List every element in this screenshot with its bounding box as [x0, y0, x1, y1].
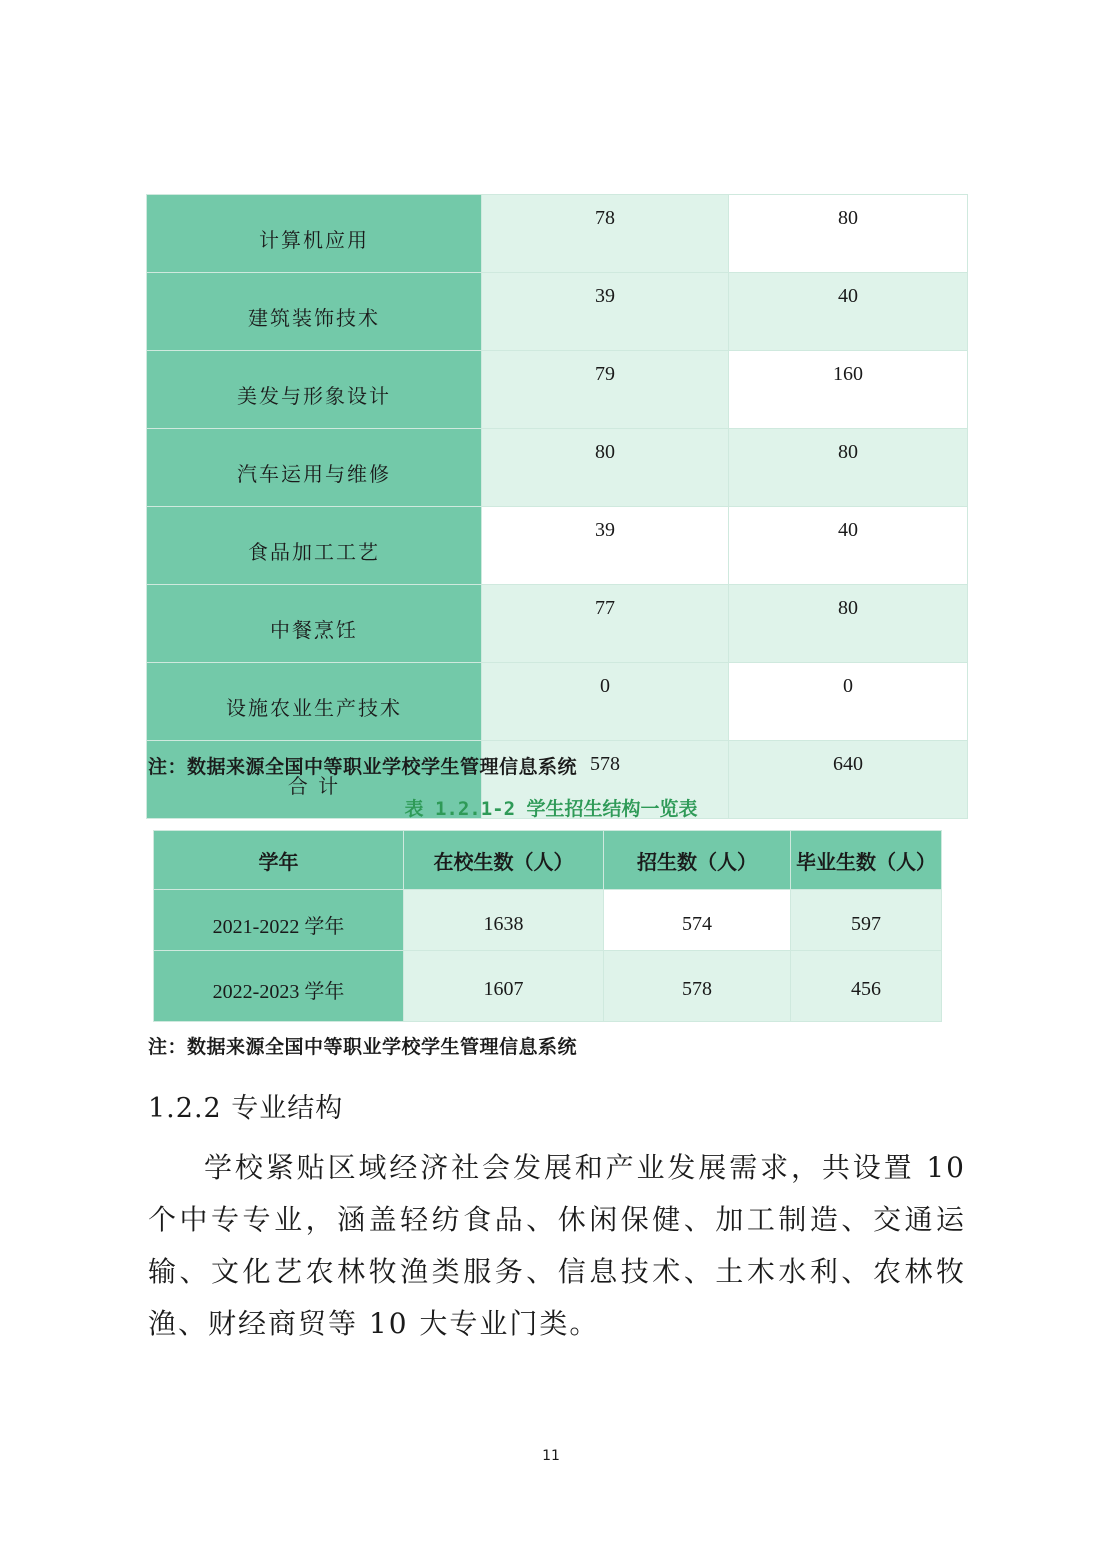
column-header: 招生数（人）	[604, 831, 791, 890]
value-cell: 40	[729, 273, 968, 351]
body-paragraph: 学校紧贴区域经济社会发展和产业发展需求，共设置 10 个中专专业，涵盖轻纺食品、休闲保健、加工制造、交通运输、文化艺农林牧渔类服务、信息技术、土木水利、农林牧渔、财经商贸等 10 大专业门类。	[148, 1151, 966, 1340]
page-number: 11	[542, 1448, 560, 1464]
table-row	[147, 585, 968, 663]
recruited-cell: 578	[604, 951, 791, 1022]
total-value-cell: 640	[729, 741, 968, 819]
table-row	[147, 663, 968, 741]
table-row	[147, 351, 968, 429]
major-name-cell: 设施农业生产技术	[147, 663, 482, 741]
value-cell: 80	[482, 429, 729, 507]
section-heading: 1.2.2 专业结构	[148, 1093, 344, 1124]
graduated-cell: 456	[791, 951, 942, 1022]
table-caption: 表 1.2.1-2 学生招生结构一览表	[404, 798, 698, 820]
value-cell: 78	[482, 195, 729, 273]
graduated-cell: 597	[791, 890, 942, 951]
total-label-cell: 合 计	[147, 741, 482, 819]
value-cell: 160	[729, 351, 968, 429]
major-name-cell: 食品加工工艺	[147, 507, 482, 585]
value-cell: 39	[482, 273, 729, 351]
major-enrollment-table	[146, 194, 968, 819]
value-cell: 77	[482, 585, 729, 663]
enrolled-cell: 1638	[404, 890, 604, 951]
table-row	[147, 507, 968, 585]
year-cell: 2021-2022 学年	[154, 890, 404, 951]
year-cell: 2022-2023 学年	[154, 951, 404, 1022]
enrollment-structure-table	[153, 830, 942, 1022]
table-row	[154, 890, 942, 951]
total-value-cell: 578	[482, 741, 729, 819]
enrolled-cell: 1607	[404, 951, 604, 1022]
value-cell: 0	[729, 663, 968, 741]
table-row	[147, 195, 968, 273]
value-cell: 40	[729, 507, 968, 585]
major-name-cell: 中餐烹饪	[147, 585, 482, 663]
column-header: 在校生数（人）	[404, 831, 604, 890]
value-cell: 80	[729, 429, 968, 507]
table-row	[147, 429, 968, 507]
value-cell: 0	[482, 663, 729, 741]
table-row	[154, 951, 942, 1022]
value-cell: 39	[482, 507, 729, 585]
value-cell: 80	[729, 195, 968, 273]
column-header: 学年	[154, 831, 404, 890]
major-name-cell: 汽车运用与维修	[147, 429, 482, 507]
value-cell: 79	[482, 351, 729, 429]
table-header-row	[154, 831, 942, 890]
data-source-note: 注：数据来源全国中等职业学校学生管理信息系统	[148, 1036, 578, 1058]
value-cell: 80	[729, 585, 968, 663]
major-name-cell: 建筑装饰技术	[147, 273, 482, 351]
column-header: 毕业生数（人）	[791, 831, 942, 890]
major-name-cell: 计算机应用	[147, 195, 482, 273]
data-source-note: 注：数据来源全国中等职业学校学生管理信息系统	[148, 756, 578, 778]
major-name-cell: 美发与形象设计	[147, 351, 482, 429]
recruited-cell: 574	[604, 890, 791, 951]
table-row	[147, 273, 968, 351]
